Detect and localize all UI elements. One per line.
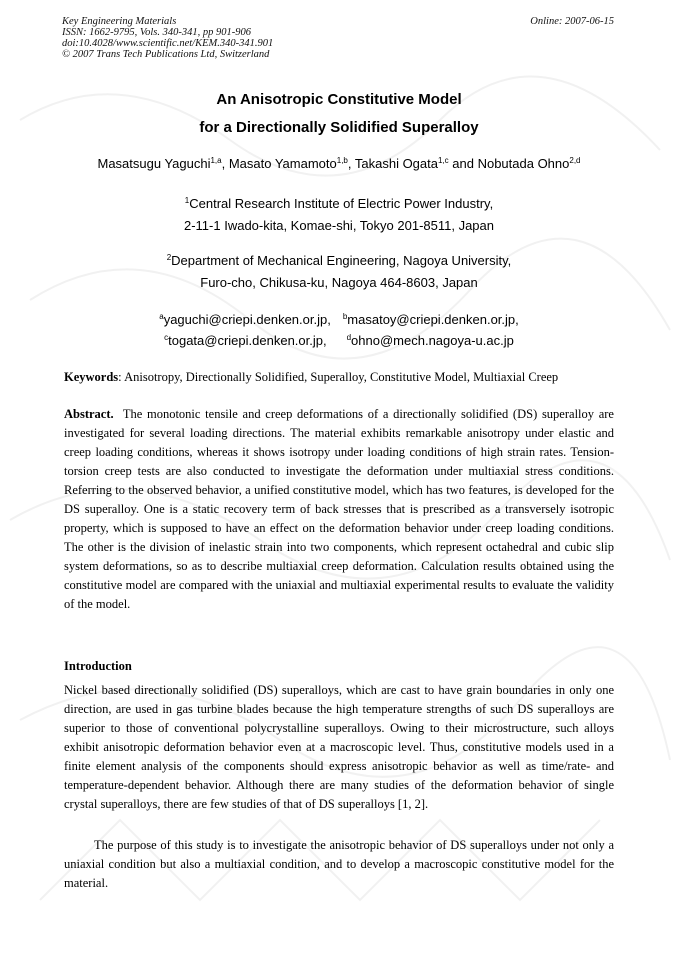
email-text: ohno@mech.nagoya-u.ac.jp: [351, 333, 514, 348]
intro-paragraph-1: Nickel based directionally solidified (DS) superalloys, which are cast to have grain boundaries in only one direction, are used in gas turbine blades because the high temperature strengths of such DS superalloys are superior to those of conventional polycrystalline superalloys. Owing to their microstructure, such alloys exhibit anisotropic deformation behavior even at a macroscopic level. Thus, constitutive models used in a finite element analysis of the components should express anisotropic behavior as well as time/rate- and temperature-dependent behavior. Although there are many studies of the deformation behavior of single crystal superalloys, there are few studies of that of DS superalloys [1, 2].: [64, 683, 614, 811]
author-separator: and: [448, 156, 478, 171]
author-superscript: 1,c: [437, 156, 449, 165]
email-superscript: a: [159, 312, 164, 321]
affiliation-address: 2-11-1 Iwado-kita, Komae-shi, Tokyo 201-8511, Japan: [183, 218, 494, 233]
author-separator: ,: [221, 156, 229, 171]
email-text: yaguchi@criepi.denken.or.jp,: [163, 312, 331, 327]
email-text: togata@criepi.denken.or.jp,: [168, 333, 327, 348]
email-superscript: c: [164, 333, 169, 342]
email-a[interactable]: [159, 309, 331, 330]
journal-name: Key Engineering Materials: [62, 16, 177, 27]
author-superscript: 1,b: [336, 156, 348, 165]
affiliation-1: [0, 193, 678, 237]
email-b[interactable]: [343, 309, 519, 330]
keywords-text: : Anisotropy, Directionally Solidified, Superalloy, Constitutive Model, Multiaxial Creep: [118, 370, 559, 384]
abstract-text: The monotonic tensile and creep deformations of a directionally solidified (DS) superalloy are investigated for several loading directions. The material exhibits remarkable anisotropy under elastic and creep loading conditions, whereas it shows isotropy under loading conditions of high strain rates. Tension-torsion creep tests are also conducted to investigate the deformation under multiaxial stress conditions. Referring to the observed behavior, a unified constitutive model, which has two features, is developed for the DS superalloy. One is a static recovery term of back stresses that is prescribed as a transversely isotropic property, which is supposed to have an effect on the deformation behavior under creep loading conditions. The other is the division of inelastic strain into two components, which represent octahedral and cubic slip system deformations, so as to describe multiaxial creep deformation. Calculation results obtained using the constitutive model are compared with the uniaxial and multiaxial experimental results to evaluate the validity of the model.: [64, 407, 618, 611]
title-line-1: An Anisotropic Constitutive Model: [216, 91, 462, 108]
affiliation-line: Department of Mechanical Engineering, Nagoya University,: [171, 253, 512, 268]
doi-line: doi:10.4028/www.scientific.net/KEM.340-341.901: [62, 38, 274, 49]
abstract-label: Abstract.: [64, 407, 114, 421]
email-c[interactable]: [164, 330, 326, 351]
section-heading-introduction: Introduction: [64, 659, 132, 673]
author-separator: ,: [347, 156, 355, 171]
title-line-2: for a Directionally Solidified Superalloy: [199, 119, 479, 136]
journal-header: [62, 16, 273, 60]
author-name: Masato Yamamoto: [228, 156, 337, 171]
issn-line: ISSN: 1662-9795, Vols. 340-341, pp 901-906: [62, 27, 251, 38]
email-block: [0, 309, 678, 351]
email-superscript: d: [346, 333, 352, 342]
affiliation-superscript: 1: [184, 196, 190, 205]
online-date-text: Online: 2007-06-15: [530, 16, 614, 27]
paper-title: [0, 86, 678, 142]
keywords-label: Keywords: [64, 370, 119, 384]
keywords: [64, 368, 614, 387]
email-d[interactable]: [347, 330, 514, 351]
author-list: [0, 154, 678, 174]
email-superscript: b: [342, 312, 348, 321]
author-name: Masatsugu Yaguchi: [97, 156, 211, 171]
abstract: [64, 405, 618, 614]
affiliation-superscript: 2: [166, 253, 172, 262]
author-name: Nobutada Ohno: [477, 156, 570, 171]
email-text: masatoy@criepi.denken.or.jp,: [347, 312, 519, 327]
affiliation-address: Furo-cho, Chikusa-ku, Nagoya 464-8603, Japan: [200, 275, 478, 290]
affiliation-line: Central Research Institute of Electric Power Industry,: [189, 196, 494, 211]
author-superscript: 2,d: [569, 156, 581, 165]
affiliation-2: [0, 250, 678, 294]
intro-paragraph-2: The purpose of this study is to investigate the anisotropic behavior of DS superalloys under not only a uniaxial condition but also a multiaxial condition, and to develop a macroscopic constitutive model for the material.: [64, 838, 614, 890]
copyright-line: © 2007 Trans Tech Publications Ltd, Switzerland: [62, 49, 270, 60]
author-name: Takashi Ogata: [354, 156, 438, 171]
online-date: [530, 16, 614, 27]
author-superscript: 1,a: [210, 156, 222, 165]
